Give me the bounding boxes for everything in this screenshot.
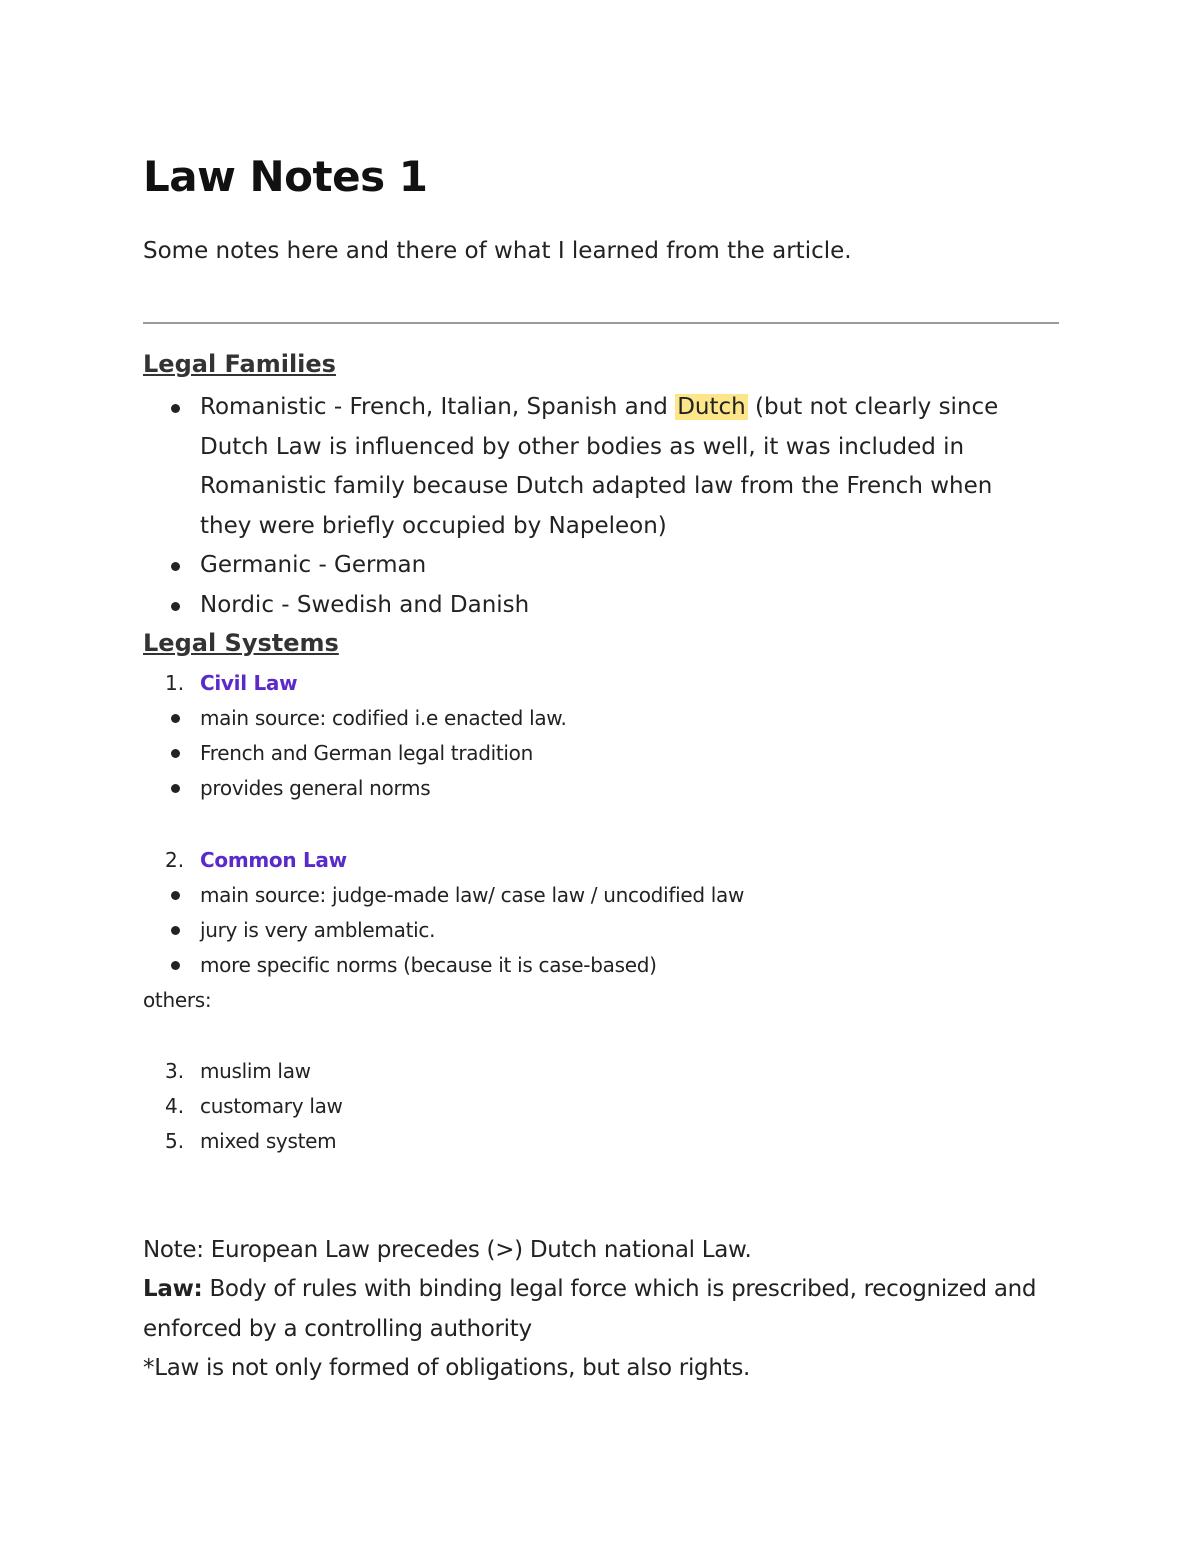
others-number: 4. <box>165 1094 185 1118</box>
others-item: muslim law <box>200 1059 311 1083</box>
common-law-bullet: jury is very amblematic. <box>200 913 435 948</box>
civil-law-bullet: provides general norms <box>200 771 430 806</box>
list-item-romanistic <box>200 388 1040 546</box>
civil-law-label: Civil Law <box>200 671 298 695</box>
common-law-number: 2. <box>165 848 185 872</box>
dutch-highlight: Dutch <box>677 394 746 420</box>
list-item-germanic: Germanic - German <box>200 546 1040 586</box>
others-label: others: <box>143 988 212 1012</box>
divider <box>143 322 1059 324</box>
others-number: 3. <box>165 1059 185 1083</box>
note-line: Note: European Law precedes (>) Dutch national Law. <box>143 1237 752 1263</box>
page-subtitle: Some notes here and there of what I learned from the article. <box>143 238 852 264</box>
romanistic-text-after: (but not clearly since Dutch Law is influenced by other bodies as well, it was included in Romanistic family because Dutch adapted law from the French when they were briefly occupied by Napeleon) <box>200 394 999 539</box>
law-text: Body of rules with binding legal force which is prescribed, recognized and enforced by a controlling authority <box>143 1276 1037 1342</box>
law-label: Law: <box>143 1276 203 1302</box>
civil-law-bullet: main source: codified i.e enacted law. <box>200 701 567 736</box>
common-law-label: Common Law <box>200 848 347 872</box>
civil-law-number: 1. <box>165 671 185 695</box>
others-number: 5. <box>165 1129 185 1153</box>
list-item-nordic: Nordic - Swedish and Danish <box>200 586 1040 626</box>
civil-law-bullet: French and German legal tradition <box>200 736 533 771</box>
others-item: customary law <box>200 1094 343 1118</box>
legal-families-heading: Legal Families <box>143 350 336 378</box>
page-title: Law Notes 1 <box>143 152 428 201</box>
common-law-bullet: more specific norms (because it is case-based) <box>200 948 657 983</box>
common-law-bullet: main source: judge-made law/ case law / uncodified law <box>200 878 744 913</box>
others-item: mixed system <box>200 1129 337 1153</box>
romanistic-text-before: Romanistic - French, Italian, Spanish and <box>200 394 676 420</box>
rights-note: *Law is not only formed of obligations, but also rights. <box>143 1355 751 1381</box>
legal-systems-heading: Legal Systems <box>143 629 339 657</box>
law-definition <box>143 1270 1043 1349</box>
